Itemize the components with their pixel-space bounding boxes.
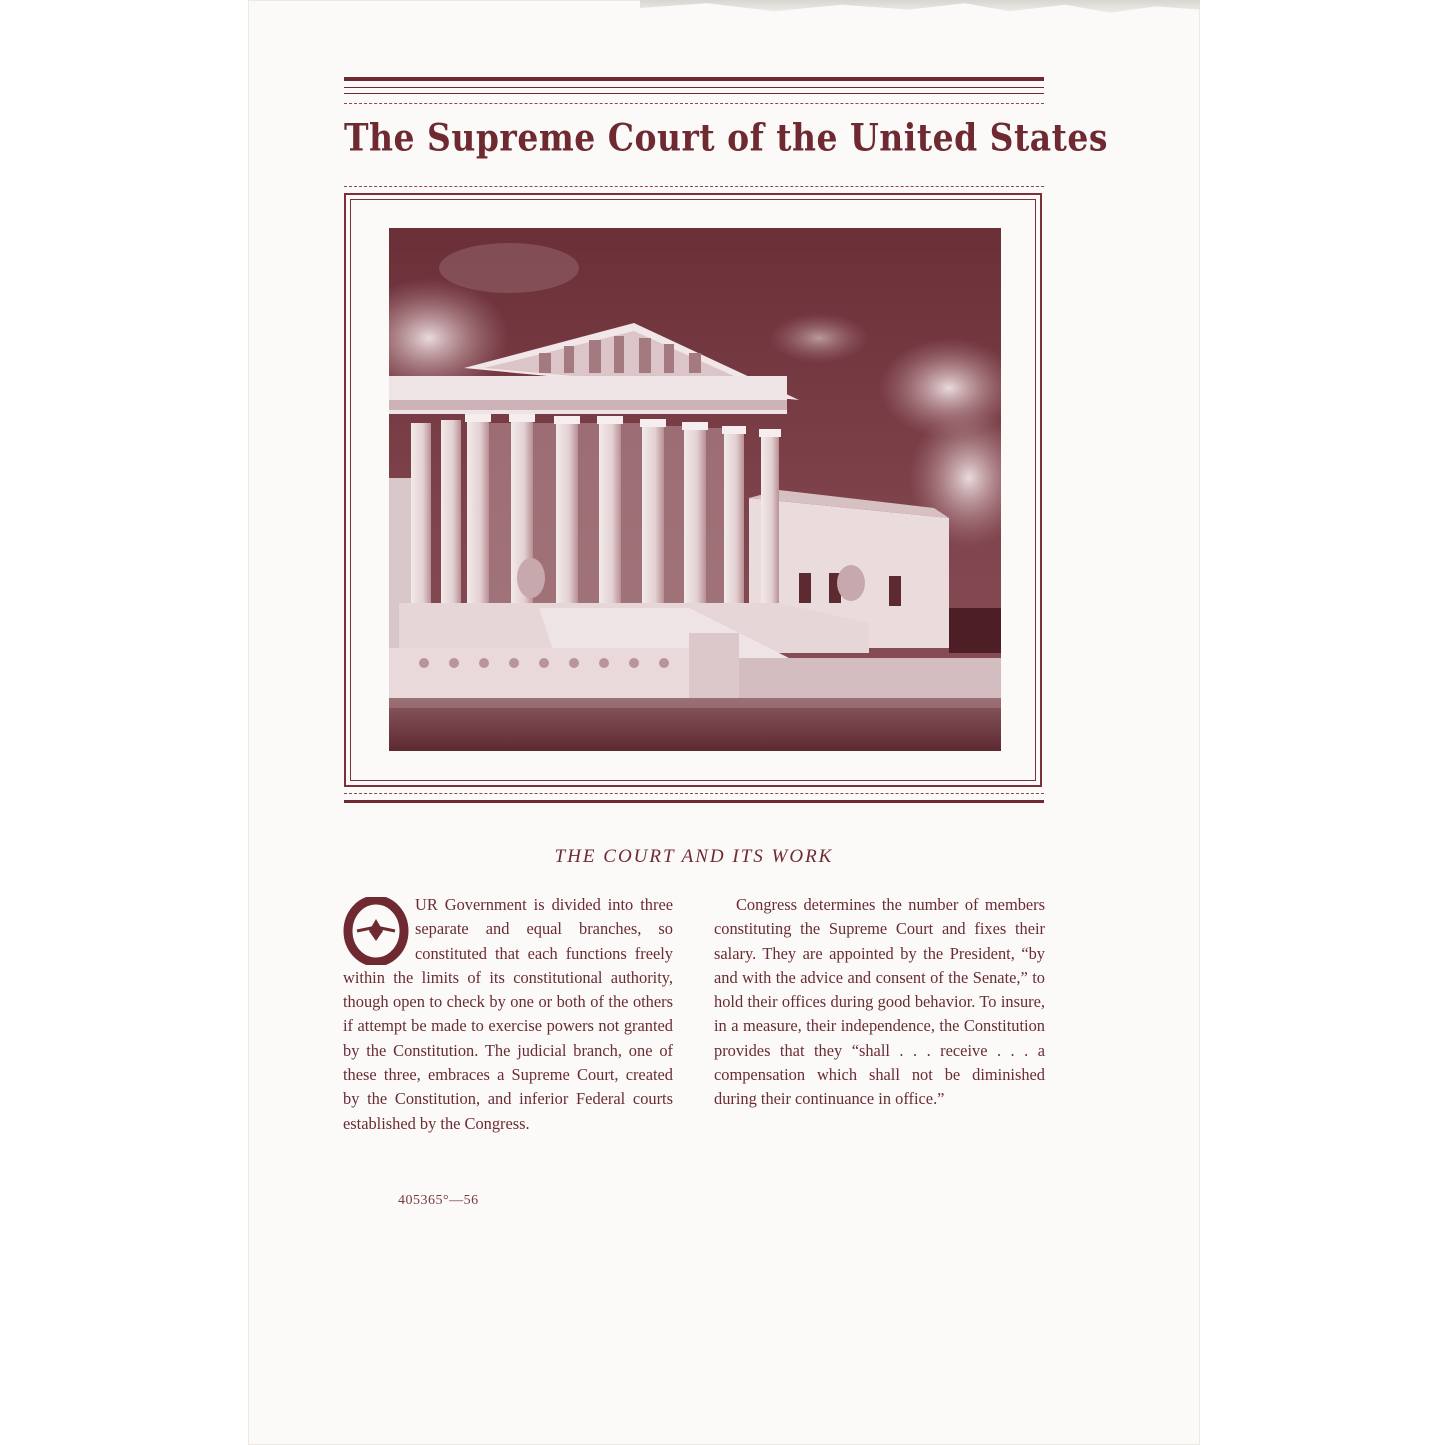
ornamental-dropcap-o xyxy=(343,897,409,965)
header-rule-thick xyxy=(344,77,1044,81)
print-code: 405365°—56 xyxy=(398,1193,479,1208)
frame-rule-dashed xyxy=(344,793,1044,794)
header-rule-thin-2 xyxy=(344,93,1044,94)
section-heading: THE COURT AND ITS WORK xyxy=(554,846,834,867)
article-column-right xyxy=(714,893,1045,1112)
article-column-left xyxy=(343,893,673,1136)
right-column-text: Congress determines the number of members constituting the Supreme Court and fixes their salary. They are appointed by the President, “by and with the advice and consent of the Senate,” to hold their offices during good behavior. To insure, in a measure, their independence, the Constitution provides that they “shall . . . receive . . . a compensation which shall not be diminished during their continuance in office.” xyxy=(714,895,1045,1109)
header-rule-thin-1 xyxy=(344,87,1044,88)
supreme-court-building-photo xyxy=(389,228,1001,751)
page-title: The Supreme Court of the United States xyxy=(344,115,1108,160)
left-column-text: UR Government is divided into three separate and equal branches, so constituted that each functions freely within the limits of its constitutional authority, though open to check by one or both of the others if attempt be made to exercise powers not granted by the Constitution. The judicial branch, one of these three, embraces a Supreme Court, created by the Constitution, and inferior Federal courts established by the Congress. xyxy=(343,895,673,1133)
header-rule-dashed xyxy=(344,103,1044,104)
title-rule-dashed xyxy=(344,186,1044,187)
frame-rule-thick xyxy=(344,800,1044,803)
